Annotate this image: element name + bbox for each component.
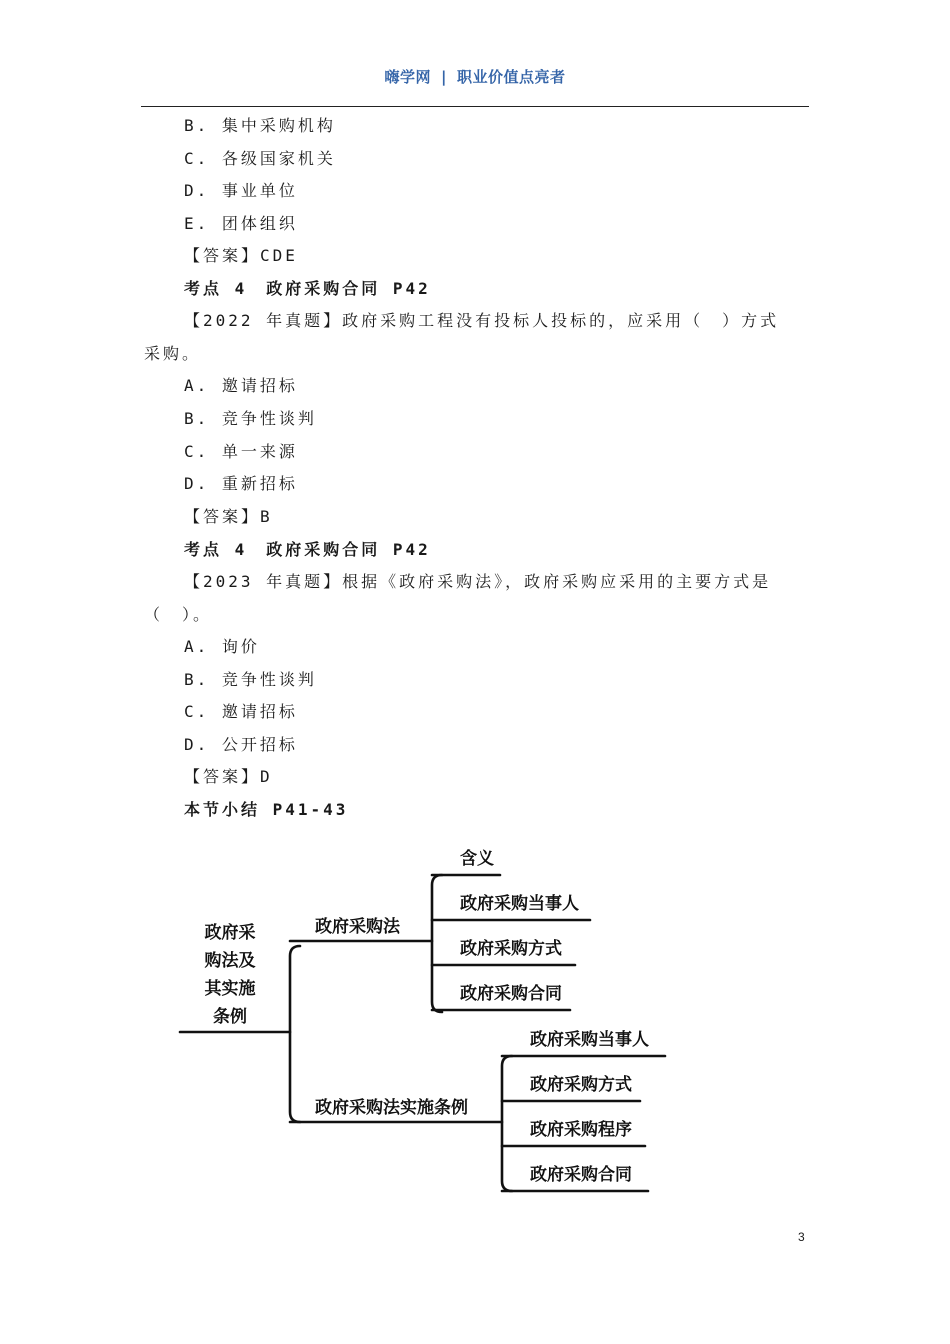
leaf-label: 政府采购合同 [530,1165,632,1185]
root-label: 购法及 [204,951,256,971]
section-heading: 考点 4 政府采购合同 P42 [184,279,431,298]
option-line: D. 重新招标 [184,474,298,493]
branch-label: 政府采购法 [315,917,400,937]
question-line: 采购。 [144,344,202,363]
option-line: E. 团体组织 [184,214,298,233]
question-line: 【2022 年真题】政府采购工程没有投标人投标的，应采用（ ）方式 [184,311,780,330]
summary-heading: 本节小结 P41-43 [184,800,349,819]
leaf-label: 政府采购方式 [530,1075,632,1095]
question-line: 【2023 年真题】根据《政府采购法》，政府采购应采用的主要方式是 [184,572,772,591]
option-line: C. 单一来源 [184,442,298,461]
header-slogan: 职业价值点亮者 [456,68,566,86]
answer-line: 【答案】CDE [184,246,298,265]
leaf-label: 含义 [460,849,494,869]
root-label: 条例 [213,1007,247,1027]
section-heading: 考点 4 政府采购合同 P42 [184,540,431,559]
option-line: D. 公开招标 [184,735,298,754]
branch-label: 政府采购法实施条例 [315,1098,468,1118]
page-number: 3 [798,1230,805,1244]
option-line: B. 集中采购机构 [184,116,336,135]
option-line: A. 询价 [184,637,260,656]
answer-line: 【答案】B [184,507,273,526]
leaf-label: 政府采购程序 [530,1120,632,1140]
leaf-label: 政府采购合同 [460,984,562,1004]
summary-mind-map [170,836,690,1206]
option-line: B. 竞争性谈判 [184,670,317,689]
question-line: （ ）。 [144,605,213,624]
root-label: 其实施 [204,979,256,999]
answer-line: 【答案】D [184,767,273,786]
header-separator: | [441,68,447,86]
leaf-label: 政府采购方式 [460,939,562,959]
option-line: C. 各级国家机关 [184,149,336,168]
option-line: C. 邀请招标 [184,702,298,721]
header-site: 嗨学网 [384,68,431,86]
leaf-label: 政府采购当事人 [460,894,579,914]
option-line: D. 事业单位 [184,181,298,200]
option-line: B. 竞争性谈判 [184,409,317,428]
page-header [0,66,950,87]
header-rule [141,106,809,107]
root-label: 政府采 [204,923,256,943]
option-line: A. 邀请招标 [184,376,298,395]
leaf-label: 政府采购当事人 [530,1030,649,1050]
